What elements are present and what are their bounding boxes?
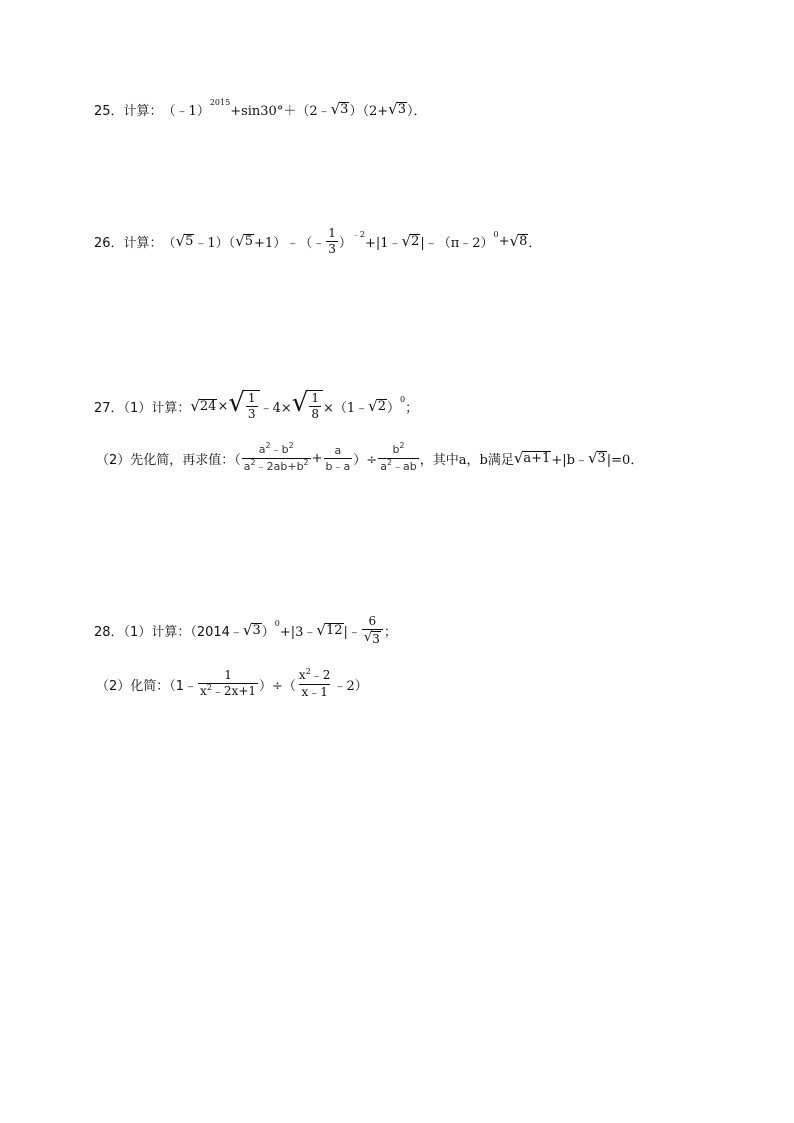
exponent: 0 [274,618,280,628]
problem-label: 28．（1）计算：（2014﹣ [94,624,243,640]
expr-text: ） [261,624,275,640]
fraction-one-third: $\frac{1}{3}$ [328,226,336,256]
fraction-1-over-quadratic: $\frac{1}{x^2﹣2x+1}$ [200,668,257,698]
fraction-b2-over-a2-ab: $\frac{b^2}{a^2﹣ab}$ [380,441,417,473]
expr-text: +|b﹣ [551,453,588,468]
problem-27-part-2 [96,442,643,475]
sqrt-one-third: √ $\frac{1}{3}$ [228,390,259,422]
problem-label: 27．（1）计算： [94,400,191,416]
sqrt-5: √ 5 [175,232,194,250]
sqrt-8: √ 8 [509,232,528,250]
expr-text: ） [338,236,352,251]
sqrt-12: √ 12 [316,620,343,639]
exponent: 0 [493,230,499,239]
exponent: ﹣2 [351,230,365,239]
expr-text: |=0． [606,453,644,468]
problem-label: 25．计算： [94,104,163,119]
expr-text: + [311,451,323,466]
expr-text: ）（2+ [349,104,389,119]
expr-text: ﹣4× [259,400,292,416]
problem-28-part-2 [96,668,368,700]
expr-text: +sin30°＋（2﹣ [230,104,331,119]
sqrt-one-eighth: √ $\frac{1}{8}$ [292,390,323,422]
expr-text: ﹣1）（ [194,236,236,251]
expr-text: ）÷（ [259,678,296,694]
fraction-a-over-b-minus-a: $\frac{a}{b﹣a}$ [325,444,351,473]
expr-text: （ [162,236,176,251]
expr-text: ×（1﹣ [322,400,369,416]
expr-text: （﹣1） [162,104,210,119]
expr-text: |﹣（π﹣2） [420,236,494,251]
expr-text: +|1﹣ [364,236,402,251]
expr-text: ）． [406,104,427,119]
problem-label: （2）先化简，再求值：（ [96,453,241,468]
problem-label: 26．计算： [94,236,163,251]
sqrt-3: √ 3 [242,620,261,639]
expr-text: ，其中a，b满足 [419,453,514,468]
fraction-a2-b2: $\frac{a^2﹣b^2}{a^2﹣2ab+b^2}$ [243,441,309,473]
exponent: 2015 [209,98,231,107]
exponent: 0 [399,394,406,404]
expr-text: + [498,234,510,249]
sqrt-3: √ 3 [388,100,406,118]
expr-text: ﹣2） [333,678,368,694]
expr-text: × [217,398,229,414]
problem-27-part-1 [94,390,418,422]
expr-text: ）÷ [353,453,378,468]
expr-text: ） [386,400,400,416]
sqrt-a-plus-1: √ a+1 [513,449,551,467]
problem-26 [94,226,541,257]
expr-text: ． [528,236,542,251]
fraction-x2-2-over-x-1: $\frac{x^2﹣2}{x﹣1}$ [298,667,331,699]
problem-label: （2）化简：（1﹣ [96,678,198,694]
sqrt-3: √ 3 [330,100,349,118]
expr-text: ； [383,624,397,640]
sqrt-5: √ 5 [235,232,254,250]
sqrt-24: √ 24 [190,396,217,415]
expr-text: |﹣ [343,624,361,640]
problem-25 [94,100,426,119]
sqrt-2: √ 2 [401,232,420,250]
sqrt-2: √ 2 [368,396,386,415]
expr-text: +1）﹣（﹣ [254,236,326,251]
expr-text: ； [405,400,419,416]
expr-text: +|3﹣ [279,624,317,640]
problem-28-part-1 [94,614,397,646]
fraction-6-over-sqrt3: 6 √ 3 [362,614,383,646]
sqrt-3: √ 3 [587,449,606,467]
